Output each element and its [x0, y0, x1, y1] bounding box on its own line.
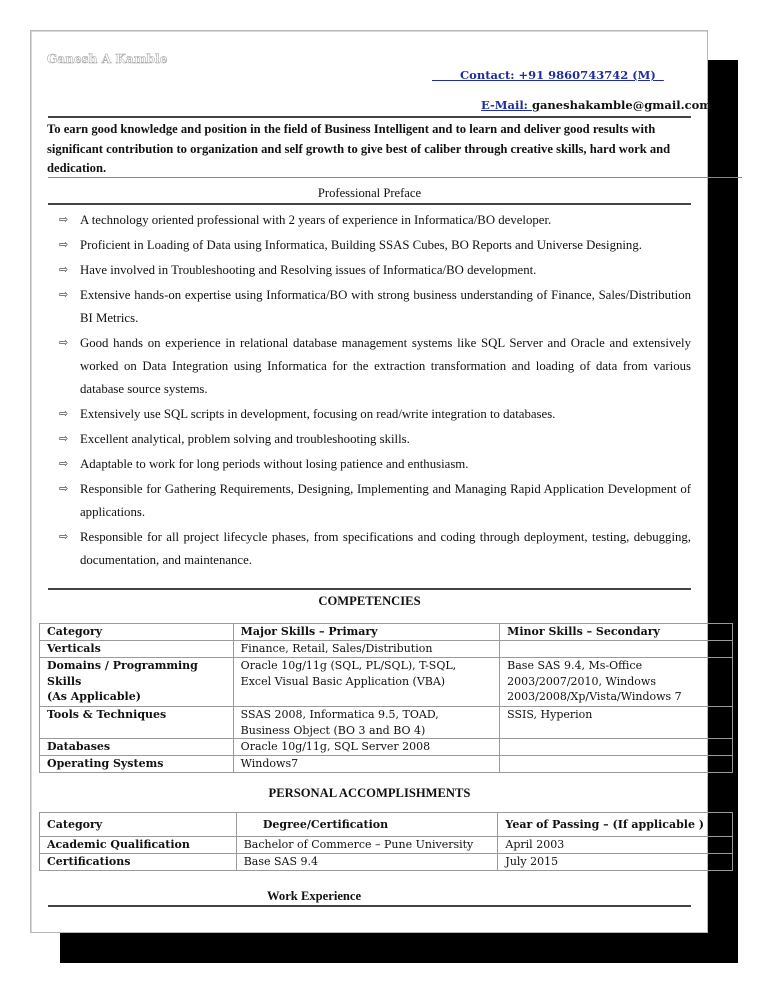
preface-list [59, 209, 691, 574]
preface-item: ⇨ Extensively use SQL scripts in development, focusing on read/write integration to databases. [59, 403, 691, 426]
arrow-right-outline-icon: ⇨ [59, 483, 69, 495]
arrow-right-outline-icon: ⇨ [59, 433, 69, 445]
arrow-right-outline-icon: ⇨ [59, 531, 69, 543]
preface-item: ⇨ Responsible for all project lifecycle phases, from specifications and coding through deployment, testing, debugging, documentation, and maintenance. [59, 526, 691, 572]
candidate-name: Ganesh A Kamble [47, 52, 168, 66]
degree-cell: Bachelor of Commerce – Pune University [236, 837, 498, 854]
email-address: ganeshakamble@gmail.com [531, 98, 712, 112]
arrow-right-outline-icon: ⇨ [59, 264, 69, 276]
section-title-work-experience: Work Experience [267, 889, 362, 903]
category-cell: Domains / Programming Skills (As Applicable) [40, 658, 234, 707]
secondary-cell: Base SAS 9.4, Ms-Office 2003/2007/2010, Windows 2003/2008/Xp/Vista/Windows 7 [500, 658, 733, 707]
preface-item: ⇨ Responsible for Gathering Requirements, Designing, Implementing and Managing Rapid Application Development of applications. [59, 478, 691, 524]
arrow-right-outline-icon: ⇨ [59, 289, 69, 301]
year-cell: April 2003 [498, 837, 733, 854]
table-row [40, 658, 733, 707]
table-row [40, 707, 733, 739]
secondary-cell [500, 641, 733, 658]
header-cell: Year of Passing – (If applicable ) [498, 813, 733, 837]
preface-item: ⇨ A technology oriented professional with 2 years of experience in Informatica/BO developer. [59, 209, 691, 232]
table-header-row [40, 813, 733, 837]
table-row [40, 755, 733, 772]
contact-phone-link[interactable]: Contact: +91 9860743742 (M) [432, 68, 664, 82]
category-cell: Operating Systems [40, 755, 234, 772]
secondary-cell [500, 739, 733, 756]
table-row [40, 837, 733, 854]
primary-cell: Oracle 10g/11g (SQL, PL/SQL), T-SQL, Excel Visual Basic Application (VBA) [233, 658, 499, 707]
arrow-right-outline-icon: ⇨ [59, 214, 69, 226]
arrow-right-outline-icon: ⇨ [59, 458, 69, 470]
primary-cell: Windows7 [233, 755, 499, 772]
arrow-right-outline-icon: ⇨ [59, 337, 69, 349]
primary-cell: SSAS 2008, Informatica 9.5, TOAD, Business Object (BO 3 and BO 4) [233, 707, 499, 739]
preface-item: ⇨ Good hands on experience in relational database management systems like SQL Server and Oracle and extensively worked on Data Integration using Informatica for the extraction transformation and loading of data from various database source systems. [59, 332, 691, 401]
secondary-cell: SSIS, Hyperion [500, 707, 733, 739]
header-divider [48, 116, 691, 118]
table-row [40, 739, 733, 756]
page-shadow-bottom [60, 932, 738, 963]
section-title-competencies: COMPETENCIES [318, 594, 421, 608]
competencies-divider [48, 588, 691, 590]
category-cell: Databases [40, 739, 234, 756]
arrow-right-outline-icon: ⇨ [59, 239, 69, 251]
table-row [40, 641, 733, 658]
work-experience-divider [48, 905, 691, 907]
category-cell: Certifications [40, 853, 237, 870]
section-title-accomplishments: PERSONAL ACCOMPLISHMENTS [268, 786, 471, 800]
year-cell: July 2015 [498, 853, 733, 870]
preface-item: ⇨ Proficient in Loading of Data using Informatica, Building SSAS Cubes, BO Reports and Universe Designing. [59, 234, 691, 257]
preface-item: ⇨ Have involved in Troubleshooting and Resolving issues of Informatica/BO development. [59, 259, 691, 282]
table-header-row [40, 624, 733, 641]
table-row [40, 853, 733, 870]
preface-item: ⇨ Extensive hands-on expertise using Informatica/BO with strong business understanding of Finance, Sales/Distribution BI Metrics. [59, 284, 691, 330]
resume-page [30, 30, 712, 933]
header-cell: Degree/Certification [236, 813, 498, 837]
header-cell: Minor Skills – Secondary [500, 624, 733, 641]
objective-divider [48, 177, 742, 178]
degree-cell: Base SAS 9.4 [236, 853, 498, 870]
primary-cell: Oracle 10g/11g, SQL Server 2008 [233, 739, 499, 756]
category-cell: Tools & Techniques [40, 707, 234, 739]
preface-divider [48, 203, 691, 205]
category-cell: Verticals [40, 641, 234, 658]
email-label-link[interactable]: E-Mail: [481, 98, 532, 112]
career-objective: To earn good knowledge and position in the field of Business Intelligent and to learn and deliver good results with significant contribution to organization and self growth to give best of caliber through creative skills, hard work and dedication. [47, 122, 671, 175]
header-cell: Major Skills – Primary [233, 624, 499, 641]
section-title-preface: Professional Preface [317, 186, 422, 200]
preface-item: ⇨ Excellent analytical, problem solving and troubleshooting skills. [59, 428, 691, 451]
competencies-table [39, 623, 733, 773]
secondary-cell [500, 755, 733, 772]
accomplishments-table [39, 812, 733, 871]
primary-cell: Finance, Retail, Sales/Distribution [233, 641, 499, 658]
preface-item: ⇨ Adaptable to work for long periods without losing patience and enthusiasm. [59, 453, 691, 476]
category-cell: Academic Qualification [40, 837, 237, 854]
header-cell: Category [40, 624, 234, 641]
arrow-right-outline-icon: ⇨ [59, 408, 69, 420]
header-cell: Category [40, 813, 237, 837]
